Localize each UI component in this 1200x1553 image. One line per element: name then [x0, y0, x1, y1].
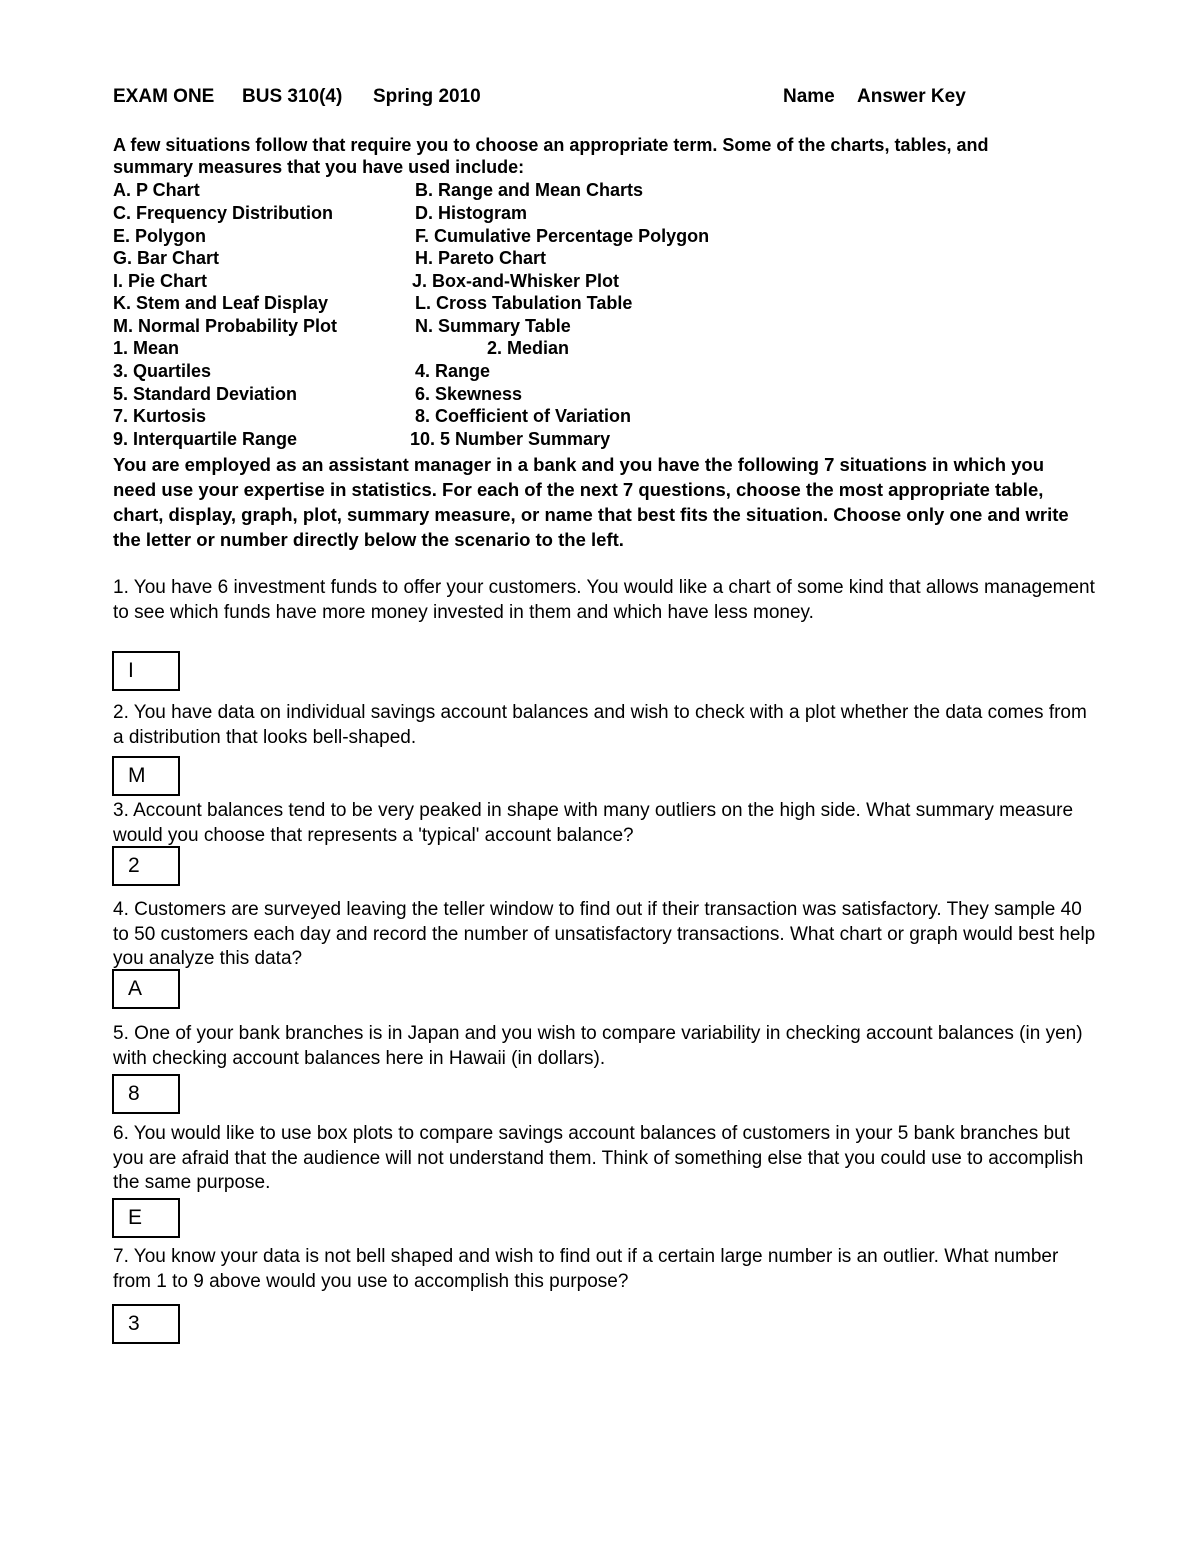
option-item: B. Range and Mean Charts: [415, 180, 644, 200]
task-instructions: You are employed as an assistant manager in a bank and you have the following 7 situations in which you need use your expertise in statistics. For each of the next 7 questions, choose the most appropriate table, chart, display, graph, plot, summary measure, or name that best fits the situation. Choose only one and write the letter or number directly below the scenario to the left.: [113, 454, 1069, 550]
option-item: 5. Standard Deviation: [113, 384, 298, 404]
question-1: 1. You have 6 investment funds to offer your customers. You would like a chart of some kind that allows management to see which funds have more money invested in them and which have less money.: [113, 577, 1095, 623]
option-item: 8. Coefficient of Variation: [415, 406, 632, 426]
question-4: 4. Customers are surveyed leaving the teller window to find out if their transaction was satisfactory. They sample 40 to 50 customers each day and record the number of unsatisfactory transactions. What chart or graph would best help you analyze this data?: [113, 899, 1096, 969]
name-label: Name: [783, 86, 835, 107]
option-item: 2. Median: [487, 338, 570, 358]
option-item: H. Pareto Chart: [415, 248, 547, 268]
option-item: 7. Kurtosis: [113, 406, 207, 426]
option-item: E. Polygon: [113, 226, 207, 246]
question-2: 2. You have data on individual savings account balances and wish to check with a plot whether the data comes from a distribution that looks bell-shaped.: [113, 702, 1087, 748]
option-item: L. Cross Tabulation Table: [415, 293, 633, 313]
name-value: Answer Key: [857, 86, 966, 107]
exam-title: EXAM ONE: [113, 86, 215, 107]
exam-term: Spring 2010: [373, 86, 481, 107]
option-item: 6. Skewness: [415, 384, 523, 404]
answer-box-4[interactable]: A: [112, 969, 180, 1009]
option-item: I. Pie Chart: [113, 271, 208, 291]
answer-box-3[interactable]: 2: [112, 846, 180, 886]
option-item: 3. Quartiles: [113, 361, 212, 381]
answer-box-1[interactable]: I: [112, 651, 180, 691]
answer-box-7[interactable]: 3: [112, 1304, 180, 1344]
option-item: K. Stem and Leaf Display: [113, 293, 329, 313]
option-item: G. Bar Chart: [113, 248, 220, 268]
option-item: C. Frequency Distribution: [113, 203, 334, 223]
question-7: 7. You know your data is not bell shaped and wish to find out if a certain large number is an outlier. What number from 1 to 9 above would you use to accomplish this purpose?: [113, 1246, 1059, 1292]
option-item: 9. Interquartile Range: [113, 429, 298, 449]
option-item: 4. Range: [415, 361, 491, 381]
option-item: A. P Chart: [113, 180, 200, 200]
option-item: N. Summary Table: [415, 316, 571, 336]
question-6: 6. You would like to use box plots to compare savings account balances of customers in your 5 bank branches but you are afraid that the audience will not understand them. Think of something else that you could use to accomplish the same purpose.: [113, 1123, 1084, 1193]
option-item: 10. 5 Number Summary: [410, 429, 611, 449]
course-code: BUS 310(4): [242, 86, 343, 107]
answer-box-5[interactable]: 8: [112, 1074, 180, 1114]
answer-box-6[interactable]: E: [112, 1198, 180, 1238]
answer-box-2[interactable]: M: [112, 756, 180, 796]
option-item: D. Histogram: [415, 203, 528, 223]
option-item: M. Normal Probability Plot: [113, 316, 338, 336]
option-item: F. Cumulative Percentage Polygon: [415, 226, 710, 246]
question-3: 3. Account balances tend to be very peaked in shape with many outliers on the high side. What summary measure would you choose that represents a 'typical' account balance?: [113, 800, 1074, 846]
intro-text: A few situations follow that require you to choose an appropriate term. Some of the charts, tables, and summary measures that you have used include:: [113, 135, 989, 177]
question-5: 5. One of your bank branches is in Japan and you wish to compare variability in checking account balances (in yen) with checking account balances here in Hawaii (in dollars).: [113, 1023, 1083, 1069]
option-item: 1. Mean: [113, 338, 180, 358]
option-item: J. Box-and-Whisker Plot: [412, 271, 620, 291]
